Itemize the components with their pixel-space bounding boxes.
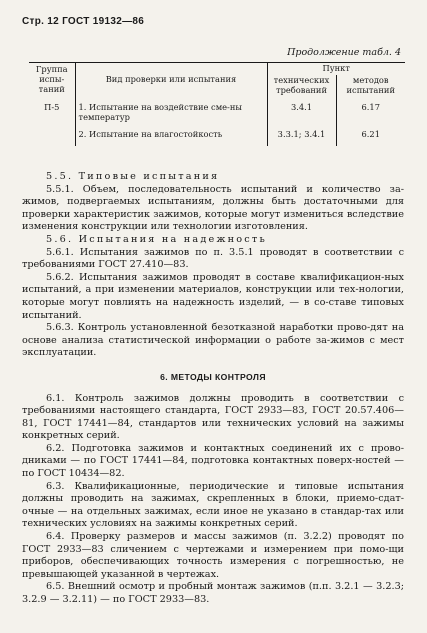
paragraph-5-6-3: 5.6.3. Контроль установленной безотказной наработки прово-дят на основе анализа статистической информации о работе за-жимов с мест эксплуатации. (22, 322, 404, 359)
cell-kind: 1. Испытание на воздействие сме-ны температур (75, 97, 267, 124)
paragraph-6-5: 6.5. Внешний осмотр и пробный монтаж зажимов (п.п. 3.2.1 — 3.2.3; 3.2.9 — 3.2.11) — по ГОСТ 2933—83. (22, 581, 404, 605)
section-heading-5-5: 5.5. Типовые испытания (46, 171, 220, 182)
paragraph-6-3: 6.3. Квалификационные, периодические и типовые испытания должны проводить на зажимах, скрепленных в блоки, приемо-сдат-очные — на отдельных зажимах, если иное не указано в стандар-тах или технических условиях на зажимы конкретных серий. (22, 480, 404, 530)
cell-group (29, 124, 75, 146)
col-header-kind: Вид проверки или испытания (75, 63, 267, 97)
table-4 (29, 62, 405, 146)
paragraph-5-5-1: 5.5.1. Объем, последовательность испытаний и количество за-жимов, подвергаемых испытаниям, должны быть достаточными для проверки характеристик зажимов, которые могут измениться вследствие изменения конструкции или технологии изготовления. (22, 183, 404, 233)
cell-group: П-5 (44, 101, 60, 112)
section-title-6: 6. МЕТОДЫ КОНТРОЛЯ (160, 371, 266, 382)
paragraph-5-6-2: 5.6.2. Испытания зажимов проводят в составе квалификацион-ных испытаний, а при изменении материалов, конструкции или тех-нологии, которые могут повлиять на надежность изделий, — в со-ставе типовых испытаний. (22, 271, 404, 321)
col-header-methods: методов испытаний (336, 75, 405, 97)
table-row (29, 97, 405, 124)
table-row (29, 124, 405, 146)
table-continuation-label: Продолжение табл. 4 (287, 47, 401, 58)
cell-methods: 6.21 (336, 124, 405, 146)
cell-kind: 2. Испытание на влагостойкость (75, 124, 267, 146)
paragraph-6-2: 6.2. Подготовка зажимов и контактных соединений их с прово-дниками — по ГОСТ 17441—84, подготовка контактных поверх-ностей — по ГОСТ 10434—82. (22, 442, 404, 480)
paragraph-5-6-1: 5.6.1. Испытания зажимов по п. 3.5.1 проводят в соответствии с требованиями ГОСТ 27.410—83. (22, 246, 404, 271)
col-header-group: Группа испы-таний (29, 63, 75, 97)
col-header-punkt: Пункт (267, 63, 405, 75)
cell-tech: 3.3.1; 3.4.1 (267, 124, 336, 146)
cell-methods: 6.17 (336, 97, 405, 124)
cell-tech: 3.4.1 (267, 97, 336, 124)
body-text (22, 171, 404, 607)
paragraph-6-4: 6.4. Проверку размеров и массы зажимов (п. 3.2.2) проводят по ГОСТ 2933—83 сличением с чертежами и измерением при помо-щи приборов, обеспечивающих точность измерения с погрешностью, не превышающей указанной в чертежах. (22, 531, 404, 580)
col-header-tech: технических требований (267, 75, 336, 97)
section-heading-5-6: 5.6. Испытания на надежность (46, 233, 267, 245)
running-head: Стр. 12 ГОСТ 19132—86 (22, 16, 145, 27)
paragraph-6-1: 6.1. Контроль зажимов должны проводить в соответствии с требованиями настоящего стандарта, ГОСТ 2933—83, ГОСТ 20.57.406—81, ГОСТ 17441—84, стандартов или технических условий на зажимы конкретных серий. (22, 392, 404, 442)
